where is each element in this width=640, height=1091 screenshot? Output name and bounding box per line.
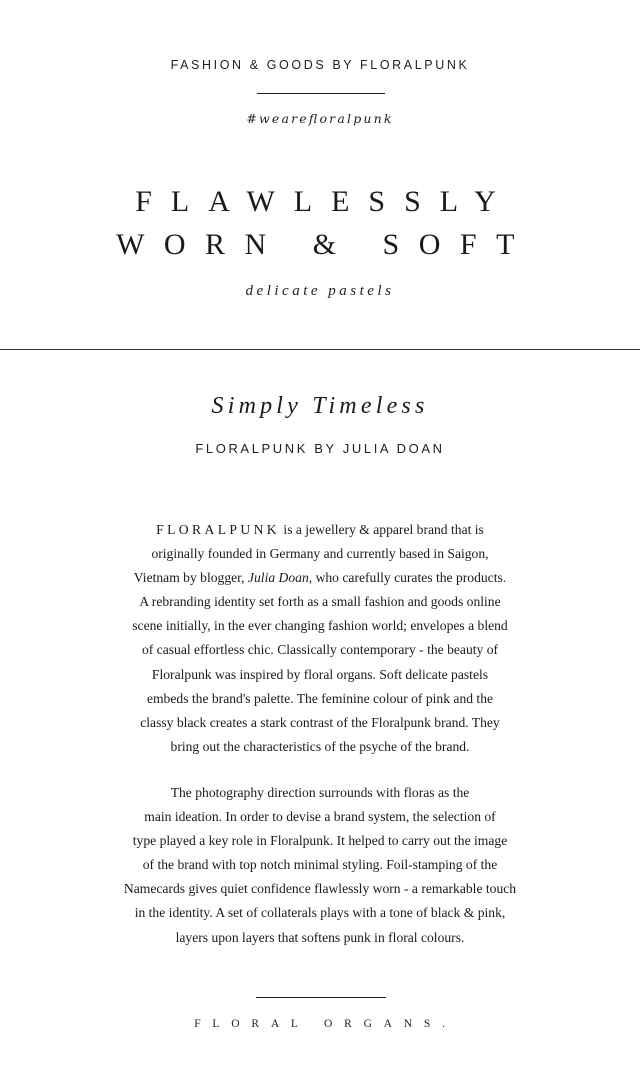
subhead: delicate pastels xyxy=(245,283,395,299)
text-line: Namecards gives quiet confidence flawlessly worn - a remarkable touch xyxy=(123,881,517,897)
text-line: type played a key role in Floralpunk. It helped to carry out the image xyxy=(132,833,508,849)
text-line: The photography direction surrounds with floras as the xyxy=(170,785,470,800)
text-line: classy black creates a stark contrast of the Floralpunk brand. They xyxy=(140,714,500,730)
hashtag: #weareﬂoralpunk xyxy=(246,111,394,126)
footer-divider xyxy=(256,997,386,998)
text-line: originally founded in Germany and currently based in Saigon, xyxy=(151,546,489,562)
text-fragment: is a jewellery & apparel brand that is xyxy=(280,522,484,537)
kicker-divider xyxy=(257,93,385,94)
text-line: scene initially, in the ever changing fashion world; envelopes a blend xyxy=(132,618,508,634)
founder-name: Julia Doan xyxy=(247,570,309,586)
section-title: Simply Timeless xyxy=(211,393,429,419)
paragraph-photography xyxy=(80,781,560,950)
headline-line-1: FLAWLESSLY xyxy=(135,185,515,218)
text-line: layers upon layers that softens punk in floral colours. xyxy=(175,929,465,945)
byline: FLORALPUNK BY JULIA DOAN xyxy=(195,441,445,456)
text-line xyxy=(80,518,560,542)
text-fragment: , who carefully curates the products. xyxy=(308,570,507,586)
section-divider xyxy=(0,349,640,350)
footer-tagline: FLORAL ORGANS. xyxy=(194,1018,457,1030)
paragraph-about-brand xyxy=(80,518,560,759)
text-fragment: Vietnam by blogger, xyxy=(133,570,248,586)
brand-name: FLORALPUNK xyxy=(156,522,281,537)
text-line: Floralpunk was inspired by floral organs. Soft delicate pastels xyxy=(151,666,489,682)
text-line: in the identity. A set of collaterals plays with a tone of black & pink, xyxy=(134,905,506,921)
page-kicker: FASHION & GOODS BY FLORALPUNK xyxy=(170,58,470,72)
headline-line-2: WORN & SOFT xyxy=(116,228,534,261)
text-line: of the brand with top notch minimal styling. Foil-stamping of the xyxy=(142,857,498,873)
text-line: bring out the characteristics of the psyche of the brand. xyxy=(170,738,470,754)
text-line: A rebranding identity set forth as a small fashion and goods online xyxy=(139,594,501,610)
text-line: embeds the brand's palette. The feminine colour of pink and the xyxy=(146,690,494,706)
text-line: main ideation. In order to devise a brand system, the selection of xyxy=(144,809,496,825)
text-line xyxy=(80,566,560,590)
text-line: of casual effortless chic. Classically contemporary - the beauty of xyxy=(141,642,499,658)
